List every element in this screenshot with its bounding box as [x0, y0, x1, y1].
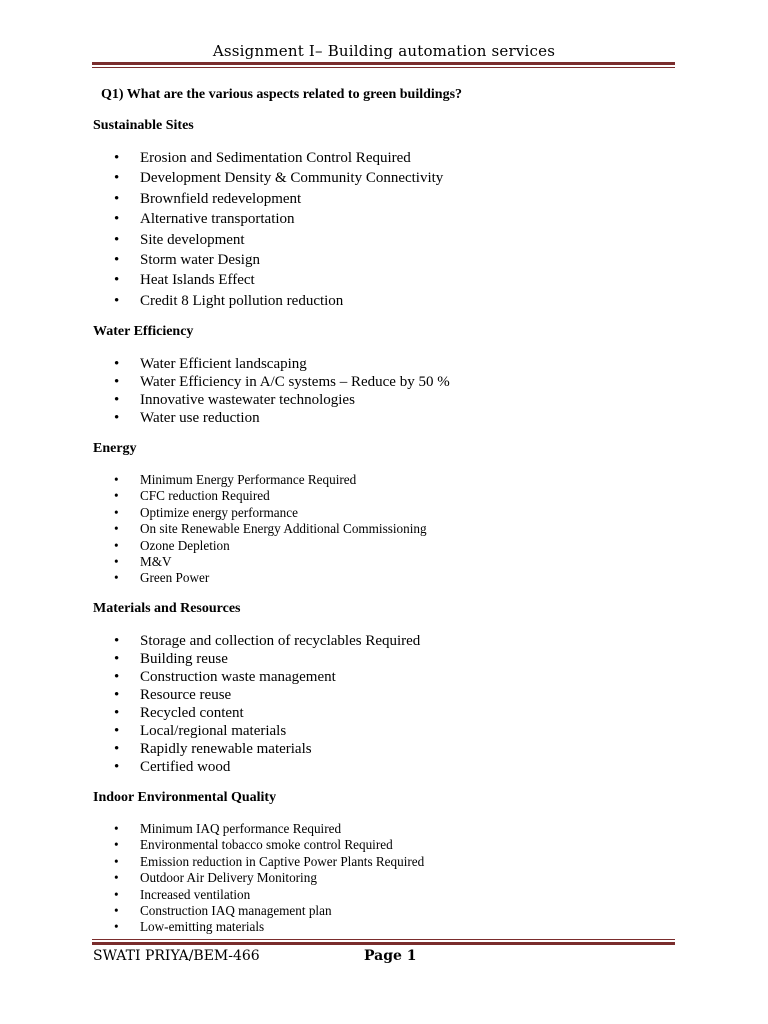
- bullet-icon: •: [114, 919, 119, 935]
- bullet-icon: •: [114, 292, 120, 309]
- list-water-efficiency: [0, 355, 450, 427]
- list-item: • Environmental tobacco smoke control Required: [114, 837, 393, 853]
- list-item: • CFC reduction Required: [114, 488, 270, 504]
- list-item: • Optimize energy performance: [114, 504, 298, 520]
- list-item: • Recycled content: [114, 705, 244, 721]
- section-heading-materials-resources: Materials and Resources: [93, 601, 241, 616]
- footer-rule-thick: [92, 942, 675, 945]
- bullet-icon: •: [114, 211, 120, 228]
- section-heading-indoor-environmental-quality: Indoor Environmental Quality: [93, 790, 277, 805]
- list-sustainable-sites: [0, 148, 443, 311]
- bullet-icon: •: [114, 537, 119, 553]
- bullet-icon: •: [114, 651, 120, 667]
- bullet-icon: •: [114, 633, 120, 649]
- list-indoor-environmental-quality: [0, 821, 424, 936]
- list-item: • Innovative wastewater technologies: [114, 392, 355, 408]
- list-item: • Certified wood: [114, 759, 231, 775]
- section-heading-sustainable-sites: Sustainable Sites: [93, 118, 194, 133]
- list-item: • Credit 8 Light pollution reduction: [0, 291, 443, 311]
- bullet-icon: •: [114, 150, 120, 166]
- list-item: • Outdoor Air Delivery Monitoring: [114, 870, 317, 886]
- bullet-icon: •: [114, 521, 119, 537]
- bullet-icon: •: [114, 902, 119, 918]
- bullet-icon: •: [114, 886, 119, 902]
- footer-author: SWATI PRIYA/BEM-466: [93, 948, 260, 964]
- bullet-icon: •: [114, 356, 120, 372]
- bullet-icon: •: [114, 759, 120, 775]
- list-item: • Resource reuse: [114, 687, 232, 703]
- bullet-icon: •: [114, 687, 120, 703]
- list-item: • On site Renewable Energy Additional Commissioning: [114, 521, 427, 537]
- header-rule-thick: [92, 62, 675, 65]
- bullet-icon: •: [114, 374, 120, 390]
- list-materials-resources: [0, 632, 420, 776]
- list-item: • Minimum IAQ performance Required: [114, 821, 342, 836]
- bullet-icon: •: [114, 251, 120, 268]
- list-item: • Construction waste management: [114, 669, 336, 685]
- list-item: • Heat Islands Effect: [0, 270, 443, 290]
- bullet-icon: •: [114, 705, 120, 721]
- list-item: • Alternative transportation: [0, 209, 443, 229]
- list-item: • Low-emitting materials: [114, 919, 265, 935]
- list-item: • Green Power: [114, 570, 210, 586]
- list-item: • Rapidly renewable materials: [114, 741, 312, 757]
- bullet-icon: •: [114, 837, 119, 853]
- header-title: Assignment I– Building automation services: [212, 42, 556, 60]
- list-item: • Increased ventilation: [114, 886, 251, 902]
- bullet-icon: •: [114, 821, 119, 836]
- list-item: • Ozone Depletion: [114, 537, 230, 553]
- list-item: • Site development: [0, 230, 443, 250]
- bullet-icon: •: [114, 410, 120, 426]
- list-item: • Water Efficient landscaping: [114, 356, 307, 372]
- list-item: • Emission reduction in Captive Power Plants Required: [114, 853, 425, 869]
- list-item: • Development Density & Community Connectivity: [0, 168, 443, 188]
- section-heading-water-efficiency: Water Efficiency: [93, 324, 194, 339]
- bullet-icon: •: [114, 741, 120, 757]
- list-item: • Storage and collection of recyclables Required: [114, 633, 421, 649]
- bullet-icon: •: [114, 553, 119, 569]
- bullet-icon: •: [114, 853, 119, 869]
- bullet-icon: •: [114, 504, 119, 520]
- footer-page-number: Page 1: [364, 948, 417, 964]
- header-rule-thin: [92, 67, 675, 68]
- bullet-icon: •: [114, 472, 119, 487]
- bullet-icon: •: [114, 570, 119, 586]
- question-heading: Q1) What are the various aspects related to green buildings?: [101, 87, 463, 102]
- bullet-icon: •: [114, 488, 119, 504]
- list-item: • Construction IAQ management plan: [114, 902, 332, 918]
- list-energy: [0, 472, 427, 587]
- bullet-icon: •: [114, 190, 120, 207]
- list-item: • Erosion and Sedimentation Control Required: [0, 148, 443, 168]
- list-item: • Brownfield redevelopment: [0, 189, 443, 209]
- bullet-icon: •: [114, 870, 119, 886]
- bullet-icon: •: [114, 231, 120, 248]
- list-item: • Building reuse: [114, 651, 228, 667]
- bullet-icon: •: [114, 392, 120, 408]
- bullet-icon: •: [114, 170, 120, 187]
- bullet-icon: •: [114, 669, 120, 685]
- footer-rule-thin: [92, 939, 675, 940]
- list-item: • Local/regional materials: [114, 723, 287, 739]
- bullet-icon: •: [114, 272, 120, 289]
- section-heading-energy: Energy: [93, 441, 137, 456]
- list-item: • Storm water Design: [0, 250, 443, 270]
- bullet-icon: •: [114, 723, 120, 739]
- list-item: • Water Efficiency in A/C systems – Reduce by 50 %: [114, 374, 450, 390]
- list-item: • M&V: [114, 553, 172, 569]
- list-item: • Minimum Energy Performance Required: [114, 472, 357, 487]
- list-item: • Water use reduction: [114, 410, 260, 426]
